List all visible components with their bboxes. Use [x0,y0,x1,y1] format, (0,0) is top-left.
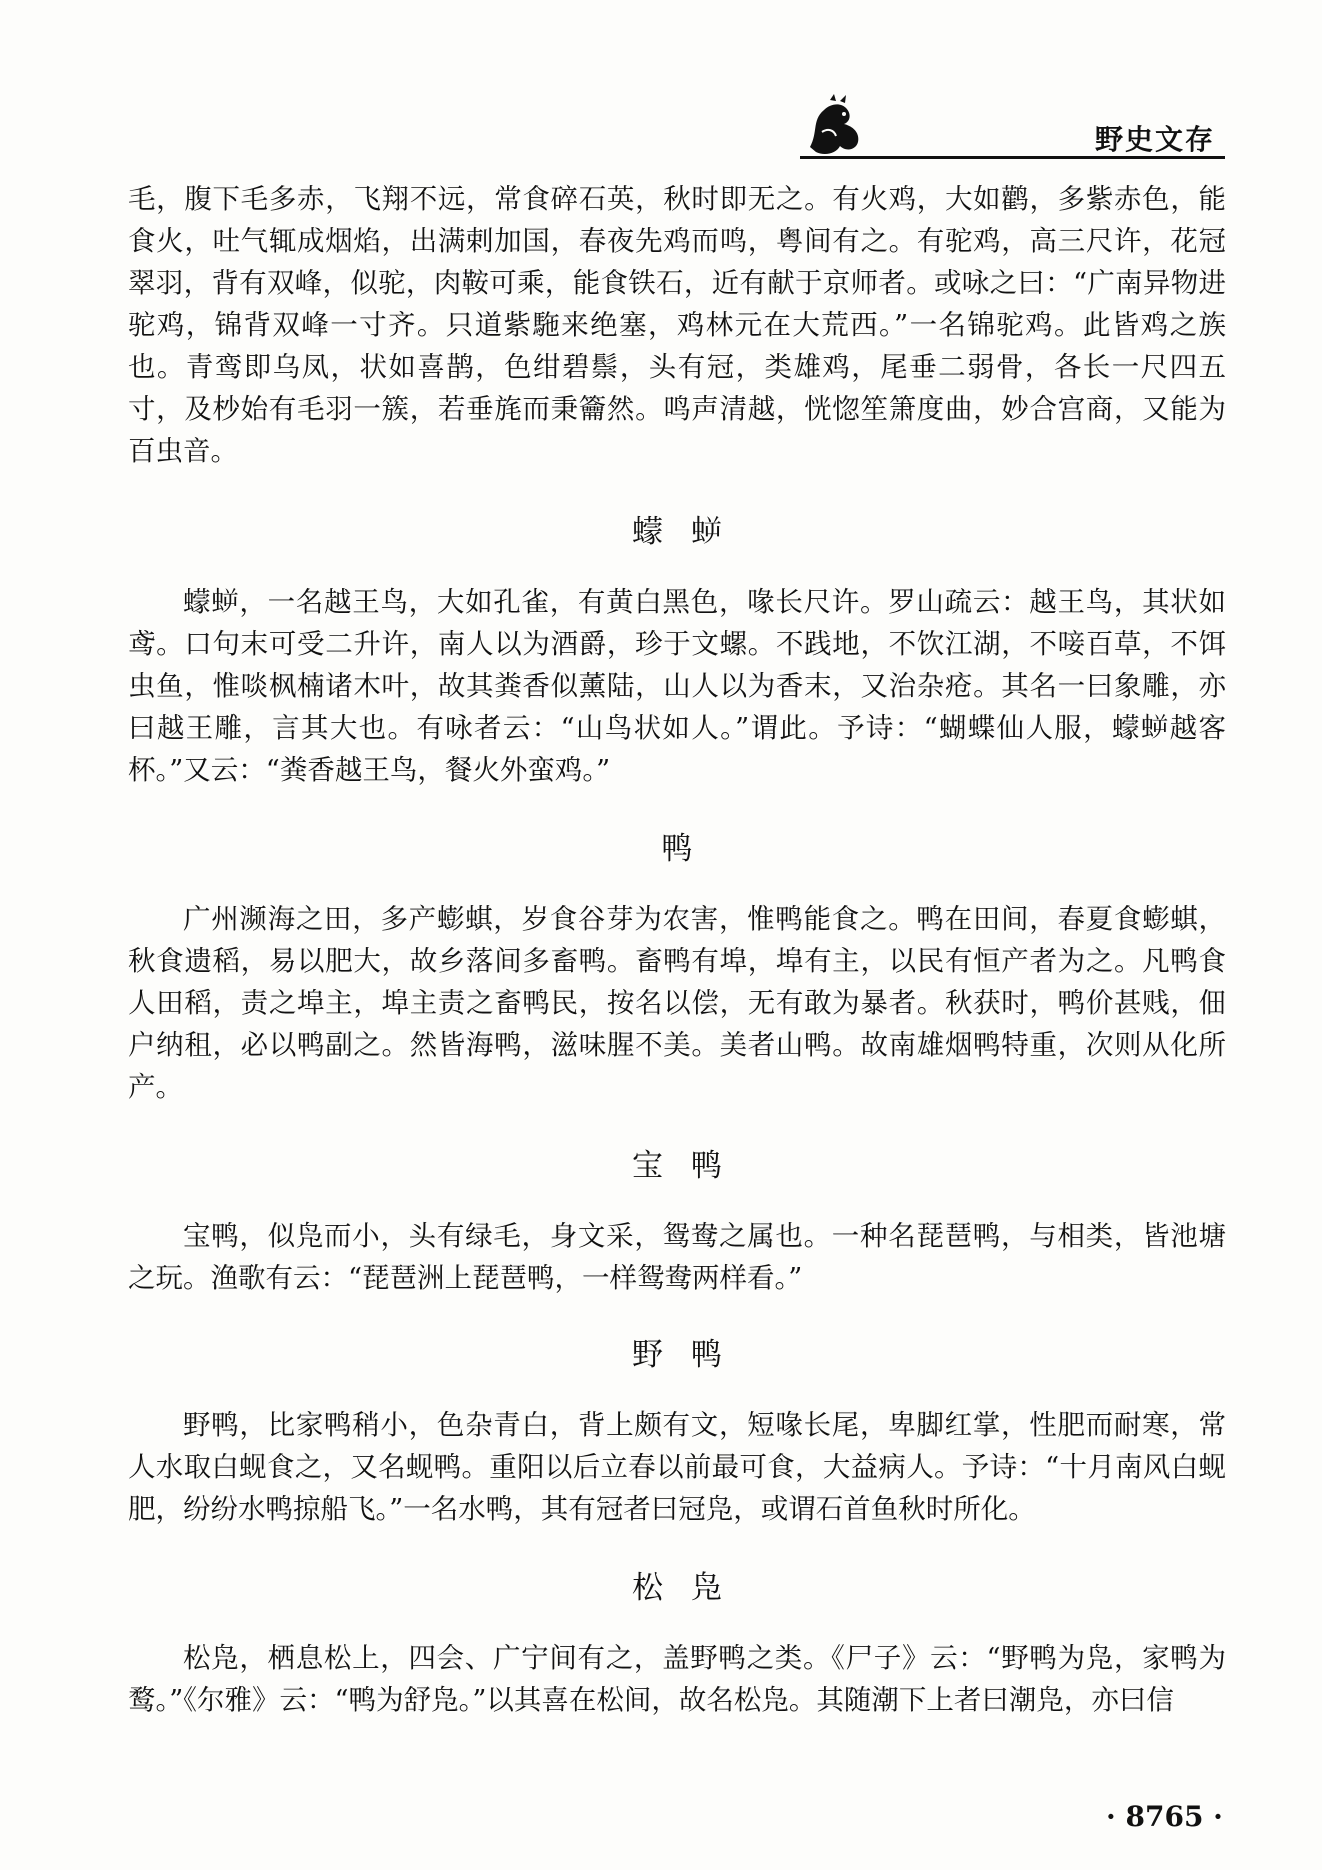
paragraph: 松凫，栖息松上，四会、广宁间有之，盖野鸭之类。《尸子》云：“野鸭为凫，家鸭为鹜。”《尔雅》云：“鸭为舒凫。”以其喜在松间，故名松凫。其随潮下上者曰潮凫，亦曰信 [128,1642,1226,1716]
dragon-emblem-icon [800,92,870,162]
paragraph: 蠓𧊜，一名越王鸟，大如孔雀，有黄白黑色，喙长尺许。罗山疏云：越王鸟，其状如鸢。口句末可受二升许，南人以为酒爵，珍于文螺。不践地，不饮江湖，不唼百草，不饵虫鱼，惟啖枫楠诸木叶，故其粪香似薰陆，山人以为香末，又治杂疮。其名一曰象雕，亦曰越王雕，言其大也。有咏者云：“山鸟状如人。”谓此。予诗：“蝴蝶仙人服，蠓𧊜越客杯。”又云：“粪香越王鸟，餐火外蛮鸡。” [128,586,1226,786]
page-header [0,0,1322,160]
section-heading: 宝鸭 [632,1148,750,1184]
article-body [128,178,1226,1721]
series-title: 野史文存 [1095,123,1216,156]
section-heading: 松凫 [632,1570,750,1606]
paragraph: 宝鸭，似凫而小，头有绿毛，身文采，鸳鸯之属也。一种名琵琶鸭，与相类，皆池塘之玩。渔歌有云：“琵琶洲上琵琶鸭，一样鸳鸯两样看。” [128,1220,1226,1294]
section-heading: 野鸭 [632,1337,750,1373]
page-number: · 8765 · [1106,1800,1223,1833]
section-heading: 蠓𧊜 [632,514,750,550]
header-divider [800,156,1225,159]
paragraph-chicken-continued: 毛，腹下毛多赤，飞翔不远，常食碎石英，秋时即无之。有火鸡，大如鹳，多紫赤色，能食火，吐气辄成烟焰，出满剌加国，春夜先鸡而鸣，粤间有之。有驼鸡，高三尺许，花冠翠羽，背有双峰，似驼，肉鞍可乘，能食铁石，近有献于京师者。或咏之曰：“广南异物进驼鸡，锦背双峰一寸齐。只道紫駞来绝塞，鸡林元在大荒西。”一名锦驼鸡。此皆鸡之族也。青鸾即乌凤，状如喜鹊，色绀碧鬃，头有冠，类雄鸡，尾垂二弱骨，各长一尺四五寸，及杪始有毛羽一簇，若垂旄而秉籥然。鸣声清越，恍惚笙箫度曲，妙合宫商，又能为百虫音。 [128,183,1226,467]
paragraph: 野鸭，比家鸭稍小，色杂青白，背上颇有文，短喙长尾，卑脚红掌，性肥而耐寒，常人水取白蚬食之，又名蚬鸭。重阳以后立春以前最可食，大益病人。予诗：“十月南风白蚬肥，纷纷水鸭掠船飞。”一名水鸭，其有冠者曰冠凫，或谓石首鱼秋时所化。 [128,1409,1226,1525]
section-heading: 鸭 [661,831,721,867]
paragraph: 广州濒海之田，多产蟛蜞，岁食谷芽为农害，惟鸭能食之。鸭在田间，春夏食蟛蜞，秋食遗稻，易以肥大，故乡落间多畜鸭。畜鸭有埠，埠有主，以民有恒产者为之。凡鸭食人田稻，责之埠主，埠主责之畜鸭民，按名以偿，无有敢为暴者。秋获时，鸭价甚贱，佃户纳租，必以鸭副之。然皆海鸭，滋味腥不美。美者山鸭。故南雄烟鸭特重，次则从化所产。 [128,903,1226,1103]
